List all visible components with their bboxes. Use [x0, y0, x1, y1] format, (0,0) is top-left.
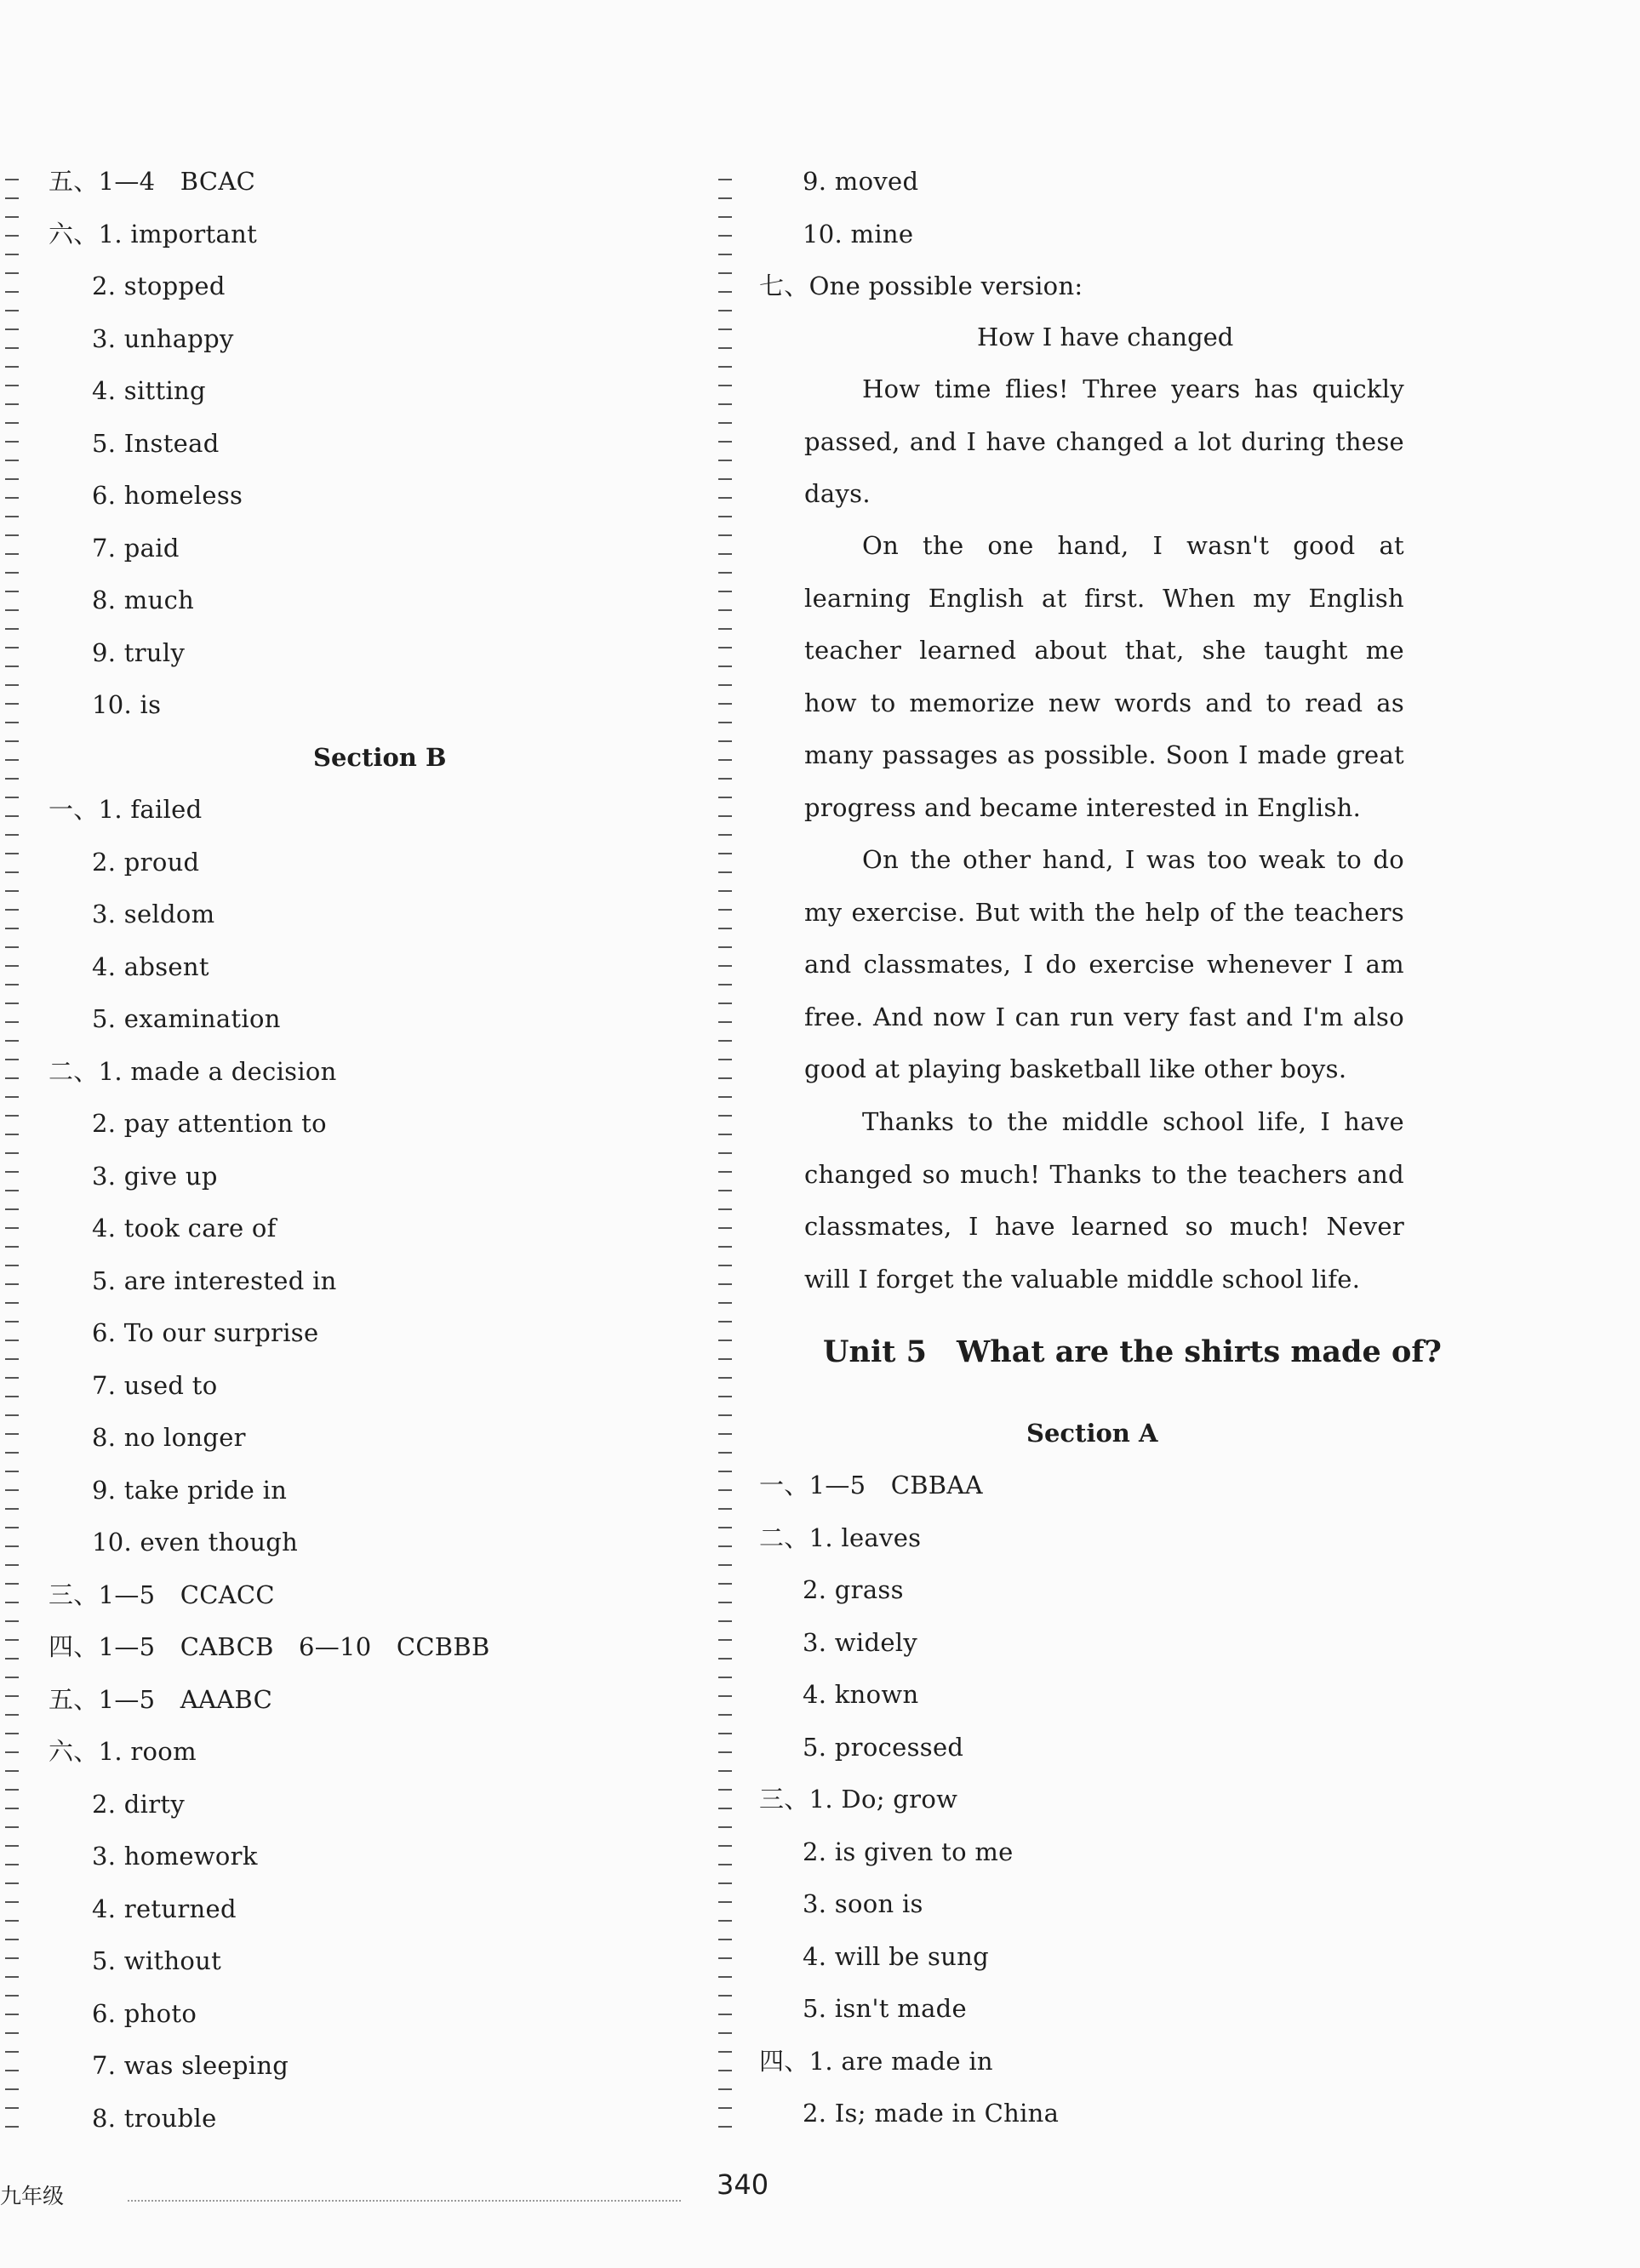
answer-line: 三、1—5 CCACC: [49, 1580, 275, 1609]
answer-line: 2. grass: [803, 1575, 904, 1604]
answer-line: 10. is: [92, 690, 162, 719]
answer-line: 6. photo: [92, 1998, 197, 2028]
answer-line: 五、1—4 BCAC: [49, 167, 256, 196]
answer-line: 4. will be sung: [803, 1941, 989, 1971]
answer-line: 3. unhappy: [92, 323, 234, 353]
center-gutter-dotted-line: [718, 162, 732, 2128]
essay-paragraph: On the other hand, I was too weak to do my exercise. But with the help of the teachers and classmates, I do exercise whenever I am free. And now I can run very fast and I'm also good at playing basketball like other boys.: [804, 845, 1404, 1083]
answer-line: 3. widely: [803, 1627, 918, 1657]
answer-line: 9. truly: [92, 637, 186, 667]
answer-line: 3. seldom: [92, 900, 215, 928]
answer-line: 5. processed: [803, 1732, 964, 1762]
answer-line: 5. isn't made: [803, 1994, 967, 2023]
answer-line: 二、1. made a decision: [49, 1056, 337, 1086]
answer-line: 8. no longer: [92, 1423, 246, 1452]
answer-line: 2. pay attention to: [92, 1109, 327, 1138]
answer-line: 9. take pride in: [92, 1475, 288, 1505]
answer-line: 2. proud: [92, 847, 200, 877]
answer-line: 7. paid: [92, 533, 180, 563]
answer-line: 4. sitting: [92, 376, 206, 405]
answer-line: 二、1. leaves: [759, 1522, 922, 1552]
page-number: 340: [717, 2168, 769, 2201]
answer-line: 5. examination: [92, 1004, 281, 1033]
answer-line: 三、1. Do; grow: [759, 1785, 958, 1814]
answer-line: 5. without: [92, 1946, 222, 1975]
answer-line: 4. absent: [92, 951, 209, 981]
answer-line: 6. To our surprise: [92, 1318, 319, 1347]
answer-line: 7. was sleeping: [92, 2051, 289, 2080]
essay-paragraph: How time flies! Three years has quickly passed, and I have changed a lot during these days.: [804, 374, 1404, 508]
unit-title: Unit 5 What are the shirts made of?: [823, 1334, 1442, 1369]
essay-paragraph: Thanks to the middle school life, I have changed so much! Thanks to the teachers and classmates, I have learned so much! Never will I forget the valuable middle school life.: [804, 1107, 1404, 1294]
answer-line: 四、1. are made in: [759, 2046, 993, 2076]
answer-line: 4. known: [803, 1680, 919, 1709]
answer-line: 2. is given to me: [803, 1837, 1014, 1866]
answer-line: 4. returned: [92, 1894, 237, 1923]
answer-line: 4. took care of: [92, 1214, 277, 1243]
footer-grade-label: 九年级: [0, 2184, 65, 2208]
footer-dotted-rule: [128, 2200, 681, 2202]
section-heading: Section B: [313, 742, 447, 772]
answer-line: 六、1. important: [49, 219, 258, 249]
answer-line: 6. homeless: [92, 481, 243, 510]
left-margin-dotted-line: [5, 162, 19, 2128]
essay-title: How I have changed: [977, 323, 1234, 351]
answer-line: 8. much: [92, 586, 195, 614]
answer-line: 七、One possible version:: [759, 271, 1083, 300]
answer-line: 10. even though: [92, 1528, 299, 1557]
section-heading-a: Section A: [1026, 1419, 1158, 1448]
answer-line: 六、1. room: [49, 1737, 197, 1766]
answer-line: 2. dirty: [92, 1789, 186, 1819]
answer-line: 3. soon is: [803, 1889, 923, 1918]
answer-line: 2. Is; made in China: [803, 2099, 1060, 2128]
answer-line: 5. Instead: [92, 428, 220, 458]
answer-line: 9. moved: [803, 167, 919, 196]
answer-line: 8. trouble: [92, 2103, 217, 2133]
answer-line: 5. are interested in: [92, 1265, 337, 1295]
answer-line: 10. mine: [803, 219, 914, 249]
answer-line: 一、1. failed: [49, 795, 203, 824]
answer-line: 2. stopped: [92, 271, 226, 300]
answer-line: 五、1—5 AAABC: [49, 1684, 273, 1714]
answer-line: 3. homework: [92, 1842, 258, 1871]
essay-paragraph: On the one hand, I wasn't good at learning English at first. When my English teacher learned about that, she taught me how to memorize new words and to read as many passages as possible. Soon I made great progress and became interested in English.: [804, 531, 1404, 822]
answer-line: 一、1—5 CBBAA: [759, 1471, 983, 1500]
answer-line: 3. give up: [92, 1161, 218, 1191]
answer-line: 四、1—5 CABCB 6—10 CCBBB: [49, 1632, 490, 1661]
answer-line: 7. used to: [92, 1370, 218, 1400]
